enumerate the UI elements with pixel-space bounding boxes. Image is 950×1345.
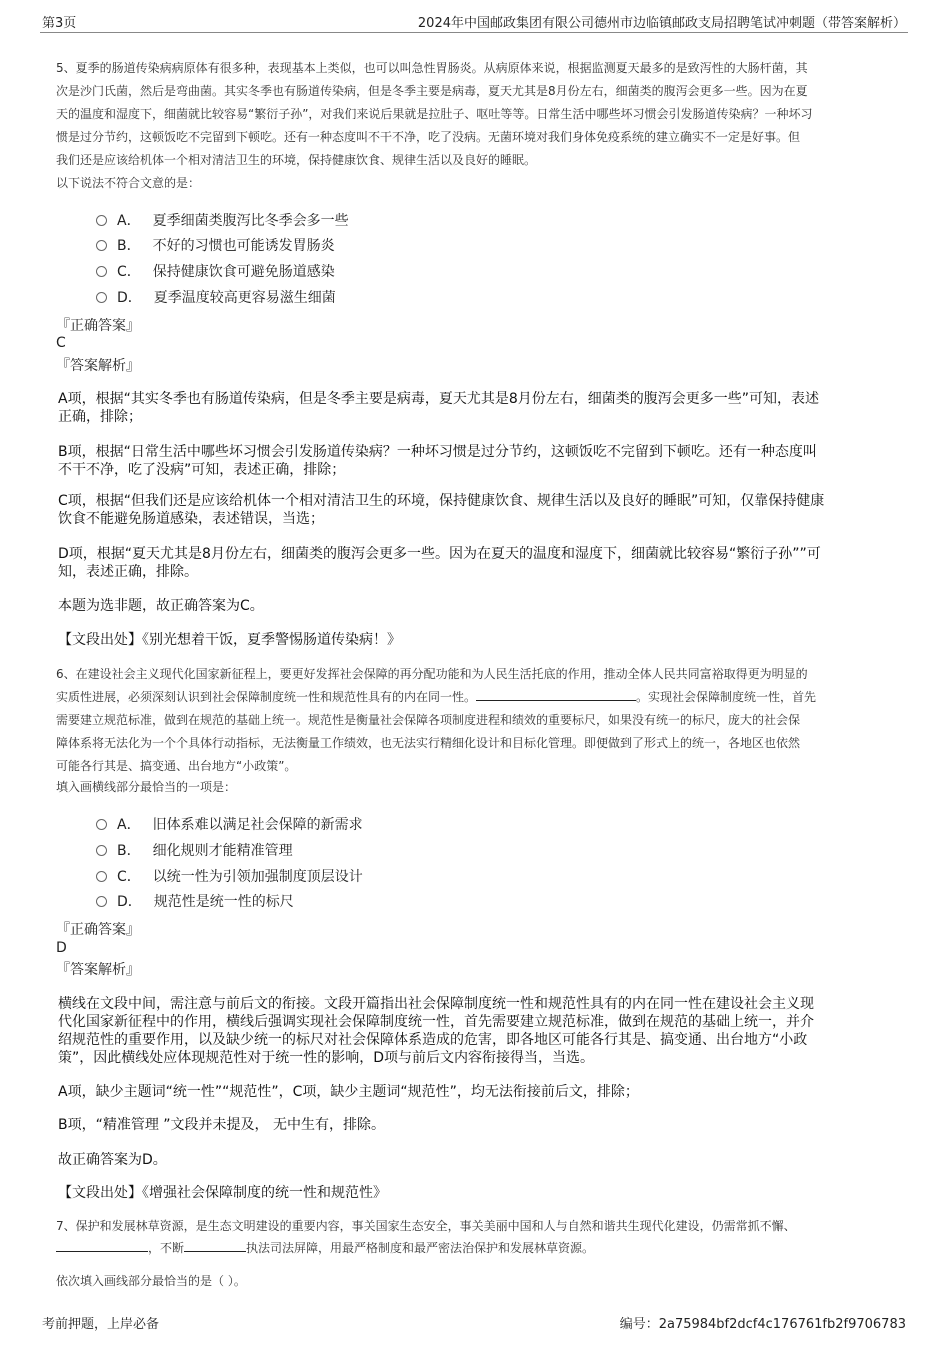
option-key: D． — [117, 290, 142, 306]
option-key: C． — [117, 869, 141, 885]
option-label — [117, 814, 363, 834]
analysis-line: 绍规范性的重要作用，以及缺少统一的标尺对社会保障体系造成的危害，即各地区可能各行其是、搞变通、出台地方“小政 — [58, 1032, 808, 1048]
analysis-line: 【文段出处】《别光想着干饭，夏季警惕肠道传染病！》 — [58, 632, 401, 648]
text: 。实现社会保障制度统一性，首先 — [636, 690, 817, 704]
question-text-line: 我们还是应该给机体一个相对清洁卫生的环境，保持健康饮食、规律生活以及良好的睡眠。 — [56, 153, 537, 167]
analysis-line: 代化国家新征程中的作用，横线后强调实现社会保障制度统一性，首先需要建立规范标准，做到在规范的基础上统一，并介 — [58, 1014, 814, 1030]
option-c[interactable] — [96, 866, 363, 886]
analysis-line: 策”，因此横线处应体现规范性对于统一性的影响，D项与前后文内容衔接得当，当选。 — [58, 1050, 595, 1066]
option-label — [117, 866, 363, 886]
analysis-line: 【文段出处】《增强社会保障制度的统一性和规范性》 — [58, 1185, 387, 1201]
radio-icon[interactable] — [96, 896, 107, 907]
question-prompt: 依次填入画线部分最恰当的是（ ）。 — [56, 1274, 246, 1288]
code-label: 编号： — [619, 1317, 659, 1332]
text: ，不断 — [148, 1241, 185, 1255]
header-divider — [40, 32, 908, 33]
radio-icon[interactable] — [96, 845, 107, 856]
option-label — [117, 840, 293, 860]
footer-slogan: 考前押题，上岸必备 — [42, 1317, 160, 1332]
analysis-line: 本题为选非题，故正确答案为C。 — [58, 598, 264, 614]
question-text-line: 6、在建设社会主义现代化国家新征程上，要更好发挥社会保障的再分配功能和为人民生活托底的作用，推动全体人民共同富裕取得更为明显的 — [56, 667, 808, 681]
option-text: 保持健康饮食可避免肠道感染 — [152, 264, 335, 280]
fill-blank — [56, 1239, 148, 1252]
answer-label: 『正确答案』 — [56, 318, 140, 334]
question-text-line: 天的温度和湿度下，细菌就比较容易“繁衍子孙”，对我们来说后果就是拉肚子、呕吐等等。日常生活中哪些坏习惯会引发肠道传染病？一种坏习 — [56, 107, 813, 121]
option-text: 规范性是统一性的标尺 — [153, 894, 294, 910]
document-title: 2024年中国邮政集团有限公司德州市边临镇邮政支局招聘笔试冲刺题（带答案解析） — [417, 16, 906, 31]
code-value: 2a75984bf2dcf4c176761fb2f9706783 — [658, 1317, 906, 1332]
question-prompt: 以下说法不符合文意的是： — [56, 176, 201, 190]
question-text-line: 可能各行其是、搞变通、出台地方“小政策”。 — [56, 759, 297, 773]
correct-answer: D — [56, 940, 67, 956]
analysis-label: 『答案解析』 — [56, 962, 140, 978]
question-text-line: 7、保护和发展林草资源，是生态文明建设的重要内容，事关国家生态安全，事关美丽中国和人与自然和谐共生现代化建设，仍需常抓不懈、 — [56, 1219, 796, 1233]
radio-icon[interactable] — [96, 871, 107, 882]
option-label — [117, 235, 335, 255]
option-text: 以统一性为引领加强制度顶层设计 — [152, 869, 363, 885]
option-d[interactable] — [96, 891, 294, 911]
question-text-line: 需要建立规范标准，做到在规范的基础上统一。规范性是衡量社会保障各项制度进程和绩效的重要标尺，如果没有统一的标尺，庞大的社会保 — [56, 713, 801, 727]
option-text: 旧体系难以满足社会保障的新需求 — [152, 817, 363, 833]
fill-blank — [184, 1239, 246, 1252]
fill-blank — [476, 688, 636, 701]
option-text: 细化规则才能精准管理 — [152, 843, 293, 859]
radio-icon[interactable] — [96, 819, 107, 830]
question-text-line: 5、夏季的肠道传染病病原体有很多种，表现基本上类似，也可以叫急性胃肠炎。从病原体来说，根据监测夏天最多的是致泻性的大肠杆菌，其 — [56, 61, 808, 75]
answer-label: 『正确答案』 — [56, 922, 140, 938]
analysis-line: A项，根据“其实冬季也有肠道传染病，但是冬季主要是病毒，夏天尤其是8月份左右，细菌类的腹泻会更多一些”可知，表述 — [58, 391, 819, 407]
option-key: D． — [117, 894, 142, 910]
option-key: A． — [117, 817, 141, 833]
radio-icon[interactable] — [96, 266, 107, 277]
analysis-line: 横线在文段中间，需注意与前后文的衔接。文段开篇指出社会保障制度统一性和规范性具有的内在同一性在建设社会主义现 — [58, 996, 814, 1012]
document-code — [620, 1313, 906, 1332]
option-b[interactable] — [96, 235, 335, 255]
text: 实质性进展，必须深刻认识到社会保障制度统一性和规范性具有的内在同一性。 — [56, 690, 477, 704]
analysis-label: 『答案解析』 — [56, 358, 140, 374]
question-text-line: 障体系将无法化为一个个具体行动指标，无法衡量工作绩效，也无法实行精细化设计和目标化管理。即便做到了形式上的统一，各地区也依然 — [56, 736, 801, 750]
radio-icon[interactable] — [96, 240, 107, 251]
correct-answer: C — [56, 335, 66, 351]
analysis-line: B项，根据“日常生活中哪些坏习惯会引发肠道传染病？一种坏习惯是过分节约，这顿饭吃不完留到下顿吃。还有一种态度叫 — [58, 444, 817, 460]
option-key: C． — [117, 264, 141, 280]
option-d[interactable] — [96, 287, 336, 307]
option-c[interactable] — [96, 261, 335, 281]
analysis-line: 正确，排除； — [58, 409, 142, 425]
option-text: 不好的习惯也可能诱发胃肠炎 — [152, 238, 335, 254]
analysis-line: A项，缺少主题词“统一性”“规范性”，C项，缺少主题词“规范性”，均无法衔接前后文，排除； — [58, 1084, 639, 1100]
question-text-line: 惯是过分节约，这顿饭吃不完留到下顿吃。还有一种态度叫不干不净，吃了没病。无菌环境对我们身体免疫系统的建立确实不一定是好事。但 — [56, 130, 801, 144]
analysis-line: D项，根据“夏天尤其是8月份左右，细菌类的腹泻会更多一些。因为在夏天的温度和湿度下，细菌就比较容易“繁衍子孙””可 — [58, 546, 821, 562]
option-label — [117, 287, 336, 307]
option-label — [117, 210, 349, 230]
radio-icon[interactable] — [96, 292, 107, 303]
analysis-line: B项，“精准管理 ”文段并未提及， 无中生有，排除。 — [58, 1117, 386, 1133]
option-text: 夏季细菌类腹泻比冬季会多一些 — [152, 213, 349, 229]
option-key: B． — [117, 238, 141, 254]
option-key: B． — [117, 843, 141, 859]
text: 执法司法屏障，用最严格制度和最严密法治保护和发展林草资源。 — [246, 1241, 595, 1255]
option-text: 夏季温度较高更容易滋生细菌 — [153, 290, 336, 306]
question-prompt: 填入画横线部分最恰当的一项是： — [56, 780, 237, 794]
analysis-line: 知，表述正确，排除。 — [58, 564, 198, 580]
question-text-line: 次是沙门氏菌，然后是弯曲菌。其实冬季也有肠道传染病，但是冬季主要是病毒，夏天尤其是8月份左右，细菌类的腹泻会更多一些。因为在夏 — [56, 84, 808, 98]
option-label — [117, 261, 335, 281]
option-key: A． — [117, 213, 141, 229]
analysis-line: 故正确答案为D。 — [58, 1152, 167, 1168]
question-text-line — [56, 1237, 594, 1260]
option-a[interactable] — [96, 814, 363, 834]
analysis-line: 饮食不能避免肠道感染，表述错误，当选； — [58, 511, 324, 527]
analysis-line: C项，根据“但我们还是应该给机体一个相对清洁卫生的环境，保持健康饮食、规律生活以及良好的睡眠”可知，仅靠保持健康 — [58, 493, 825, 509]
question-text-line — [56, 686, 816, 709]
radio-icon[interactable] — [96, 215, 107, 226]
page-number: 第3页 — [42, 16, 77, 31]
option-a[interactable] — [96, 210, 349, 230]
option-label — [117, 891, 294, 911]
analysis-line: 不干不净，吃了没病”可知，表述正确，排除； — [58, 462, 346, 478]
option-b[interactable] — [96, 840, 293, 860]
